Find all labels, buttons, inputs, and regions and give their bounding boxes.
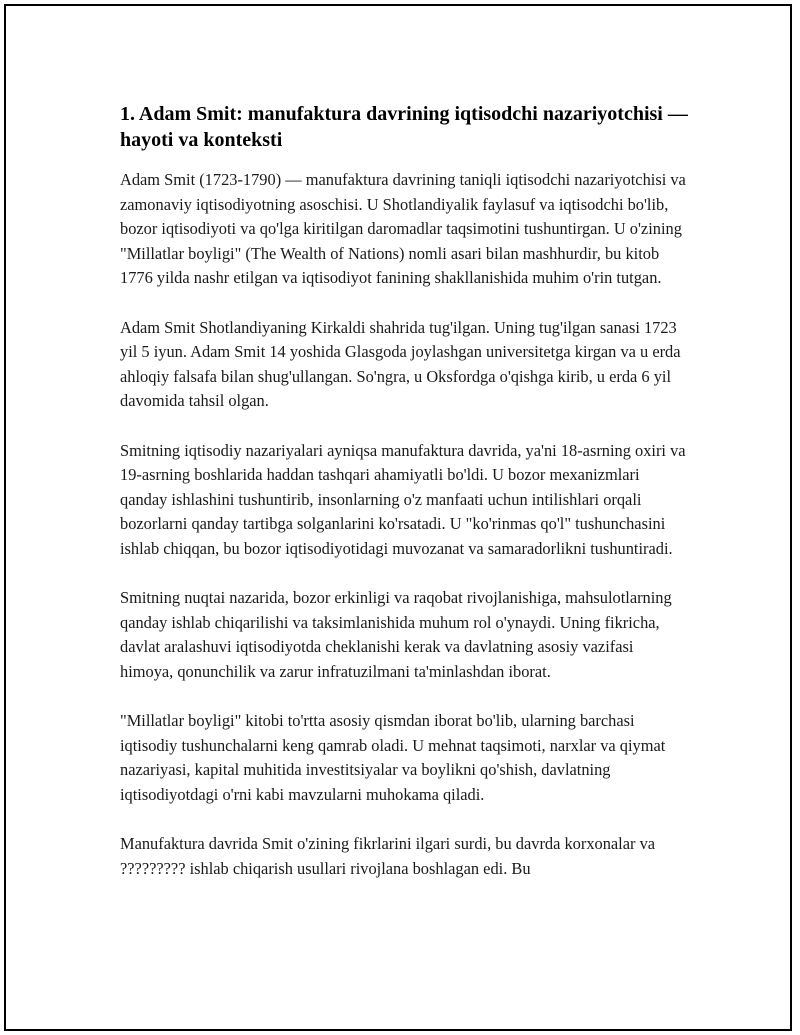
paragraph-4: Smitning nuqtai nazarida, bozor erkinligi va raqobat rivojlanishiga, mahsulotlarning qanday ishlab chiqarilishi va taksimlanishida muhum rol o'ynaydi. Uning fikricha, davlat aralashuvi iqtisodiyotda cheklanishi kerak va davlatning asosiy vazifasi himoya, qonunchilik va zarur infratuzilmani ta'minlashdan iborat. [120,588,672,681]
section-heading: 1. Adam Smit: manufaktura davrining iqtisodchi nazariyotchisi — hayoti va konteksti [120,103,688,151]
document-body [120,101,690,906]
paragraph-2: Adam Smit Shotlandiyaning Kirkaldi shahrida tug'ilgan. Uning tug'ilgan sanasi 1723 yil 5 iyun. Adam Smit 14 yoshida Glasgoda joylashgan universitetga kirgan va u erda ahloqiy falsafa bilan shug'ullangan. So'ngra, u Oksfordga o'qishga kirib, u erda 6 yil davomida tahsil olgan. [120,317,681,411]
page-frame [4,4,792,1031]
paragraph-5: "Millatlar boyligi" kitobi to'rtta asosiy qismdan iborat bo'lib, ularning barchasi iqtisodiy tushunchalarni keng qamrab oladi. U mehnat taqsimoti, narxlar va qiymat nazariyasi, kapital muhitida investitsiyalar va boylikni qo'shish, davlatning iqtisodiyotdagi o'rni kabi mavzularni muhokama qiladi. [120,711,666,804]
paragraph-3: Smitning iqtisodiy nazariyalari ayniqsa manufaktura davrida, ya'ni 18-asrning oxiri va 19-asrning boshlarida haddan tashqari ahamiyatli bo'ldi. U bozor mexanizmlari qanday ishlashini tushuntirib, insonlarning o'z manfaati uchun intilishlari orqali bozorlarni qanday tartibga solganlarini ko'rsatadi. U "ko'rinmas qo'l" tushunchasini ishlab chiqqan, bu bozor iqtisodiyotidagi muvozanat va samaradorlikni tushuntiradi. [120,440,686,558]
paragraph-6: Manufaktura davrida Smit o'zining fikrlarini ilgari surdi, bu davrda korxonalar va ????????? ishlab chiqarish usullari rivojlana boshlagan edi. Bu [120,834,656,878]
paragraph-1: Adam Smit (1723-1790) — manufaktura davrining taniqli iqtisodchi nazariyotchisi va zamonaviy iqtisodiyotning asoschisi. U Shotlandiyalik faylasuf va iqtisodchi bo'lib, bozor iqtisodiyoti va qo'lga kiritilgan daromadlar taqsimotini tushuntirgan. U o'zining "Millatlar boyligi" (The Wealth of Nations) nomli asari bilan mashhurdir, bu kitob 1776 yilda nashr etilgan va iqtisodiyot fanining shakllanishida muhim o'rin tutgan. [120,170,686,288]
